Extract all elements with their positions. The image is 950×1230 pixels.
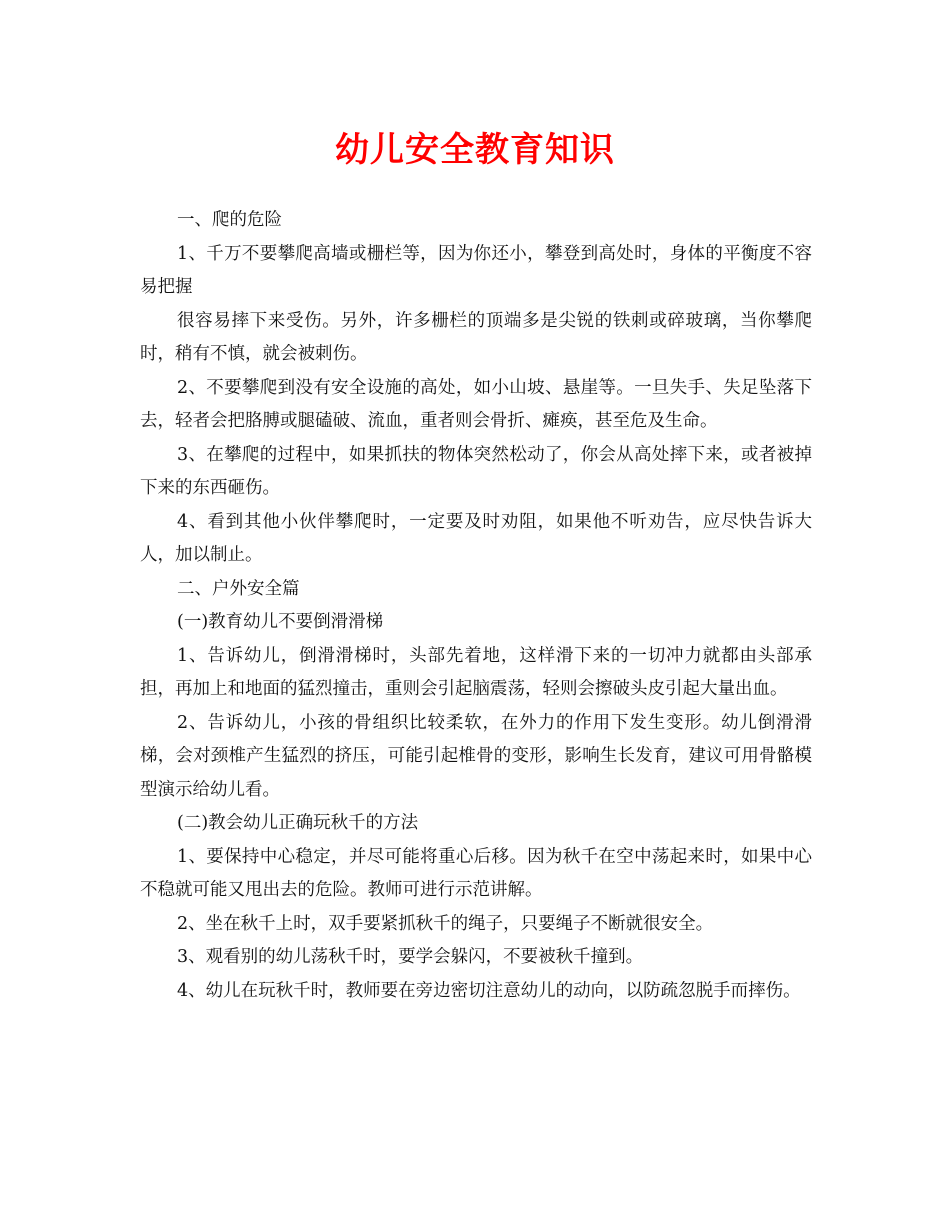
paragraph: 2、不要攀爬到没有安全设施的高处，如小山坡、悬崖等。一旦失手、失足坠落下去，轻者会把胳膊或腿磕破、流血，重者则会骨折、瘫痪，甚至危及生命。 xyxy=(140,377,812,431)
paragraph: 2、告诉幼儿，小孩的骨组织比较柔软，在外力的作用下发生变形。幼儿倒滑滑梯，会对颈椎产生猛烈的挤压，可能引起椎骨的变形，影响生长发育，建议可用骨骼模型演示给幼儿看。 xyxy=(140,712,812,800)
paragraph: 1、要保持中心稳定，并尽可能将重心后移。因为秋千在空中荡起来时，如果中心不稳就可能又甩出去的危险。教师可进行示范讲解。 xyxy=(140,846,812,900)
paragraph: 3、观看别的幼儿荡秋千时，要学会躲闪，不要被秋千撞到。 xyxy=(177,947,644,967)
paragraph: 4、看到其他小伙伴攀爬时，一定要及时劝阻，如果他不听劝告，应尽快告诉大人，加以制止。 xyxy=(140,511,812,565)
paragraph: 一、爬的危险 xyxy=(177,210,282,230)
page-title: 幼儿安全教育知识 xyxy=(335,130,615,170)
paragraph: 1、千万不要攀爬高墙或栅栏等，因为你还小，攀登到高处时，身体的平衡度不容易把握 xyxy=(140,243,812,297)
paragraph: 很容易摔下来受伤。另外，许多栅栏的顶端多是尖锐的铁刺或碎玻璃，当你攀爬时，稍有不慎，就会被刺伤。 xyxy=(140,310,812,364)
paragraph: 3、在攀爬的过程中，如果抓扶的物体突然松动了，你会从高处摔下来，或者被掉下来的东西砸伤。 xyxy=(140,444,812,498)
paragraph: (二)教会幼儿正确玩秋千的方法 xyxy=(177,813,419,833)
paragraph: 1、告诉幼儿，倒滑滑梯时，头部先着地，这样滑下来的一切冲力就都由头部承担，再加上和地面的猛烈撞击，重则会引起脑震荡，轻则会擦破头皮引起大量出血。 xyxy=(140,645,812,699)
paragraph: 二、户外安全篇 xyxy=(177,578,300,599)
paragraph: (一)教育幼儿不要倒滑滑梯 xyxy=(177,612,384,632)
document-body xyxy=(140,204,812,1008)
paragraph: 4、幼儿在玩秋千时，教师要在旁边密切注意幼儿的动向，以防疏忽脱手而摔伤。 xyxy=(177,980,801,1001)
paragraph: 2、坐在秋千上时，双手要紧抓秋千的绳子，只要绳子不断就很安全。 xyxy=(177,913,714,934)
